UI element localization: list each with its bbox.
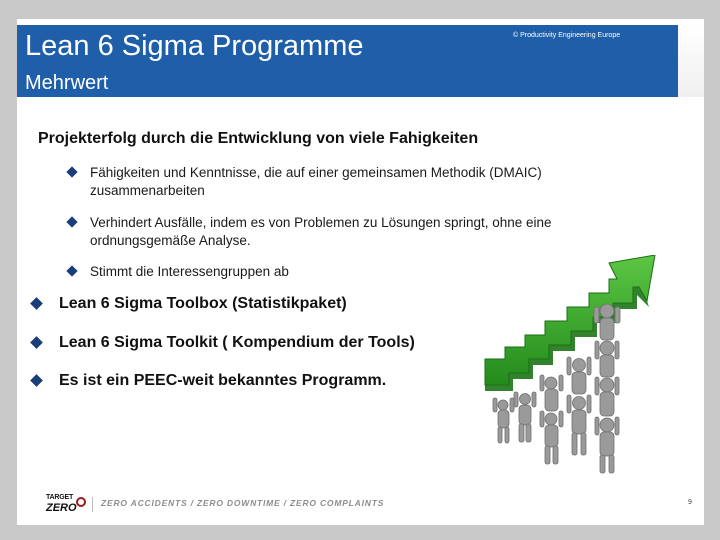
main-bullet-text: Es ist ein PEEC-weit bekanntes Programm. bbox=[59, 372, 387, 389]
sub-bullet-text: Verhindert Ausfälle, indem es von Problemen zu Lösungen springt, ohne eine ordnungsgemäße Analyse. bbox=[90, 215, 552, 248]
main-bullet-text: Lean 6 Sigma Toolbox (Statistikpaket) bbox=[59, 295, 347, 312]
diamond-bullet-icon bbox=[66, 166, 77, 177]
logo-top-text: TARGET bbox=[46, 494, 74, 501]
slide bbox=[17, 19, 704, 525]
main-bullet-item bbox=[32, 333, 502, 353]
sub-bullet-item bbox=[68, 214, 608, 250]
footer-divider bbox=[92, 497, 93, 512]
diamond-bullet-icon bbox=[30, 336, 43, 349]
header-banner bbox=[17, 25, 678, 97]
slide-title: Lean 6 Sigma Programme bbox=[25, 30, 364, 62]
main-bullet-item bbox=[32, 371, 502, 391]
footer-tagline: ZERO ACCIDENTS / ZERO DOWNTIME / ZERO COMPLAINTS bbox=[101, 498, 385, 508]
sub-bullet-text: Fähigkeiten und Kenntnisse, die auf einer gemeinsamen Methodik (DMAIC) zusammenarbeiten bbox=[90, 165, 542, 198]
copyright-text: © Productivity Engineering Europe bbox=[513, 32, 621, 39]
sub-bullet-item bbox=[68, 164, 608, 200]
header-accent bbox=[678, 25, 704, 97]
section-heading: Projekterfolg durch die Entwicklung von viele Fahigkeiten bbox=[38, 130, 479, 147]
logo-bottom-text: ZERO bbox=[46, 502, 77, 514]
slide-subtitle: Mehrwert bbox=[25, 72, 109, 94]
target-icon bbox=[76, 497, 86, 507]
diamond-bullet-icon bbox=[30, 297, 43, 310]
diamond-bullet-icon bbox=[66, 216, 77, 227]
sub-bullet-text: Stimmt die Interessengruppen ab bbox=[90, 264, 289, 279]
main-bullet-item bbox=[32, 294, 502, 314]
target-zero-logo bbox=[46, 494, 90, 516]
page-number: 9 bbox=[688, 499, 692, 506]
team-lifting-growth-arrow-icon bbox=[483, 255, 704, 477]
diamond-bullet-icon bbox=[30, 374, 43, 387]
main-bullet-text: Lean 6 Sigma Toolkit ( Kompendium der Tools) bbox=[59, 334, 415, 351]
diamond-bullet-icon bbox=[66, 265, 77, 276]
